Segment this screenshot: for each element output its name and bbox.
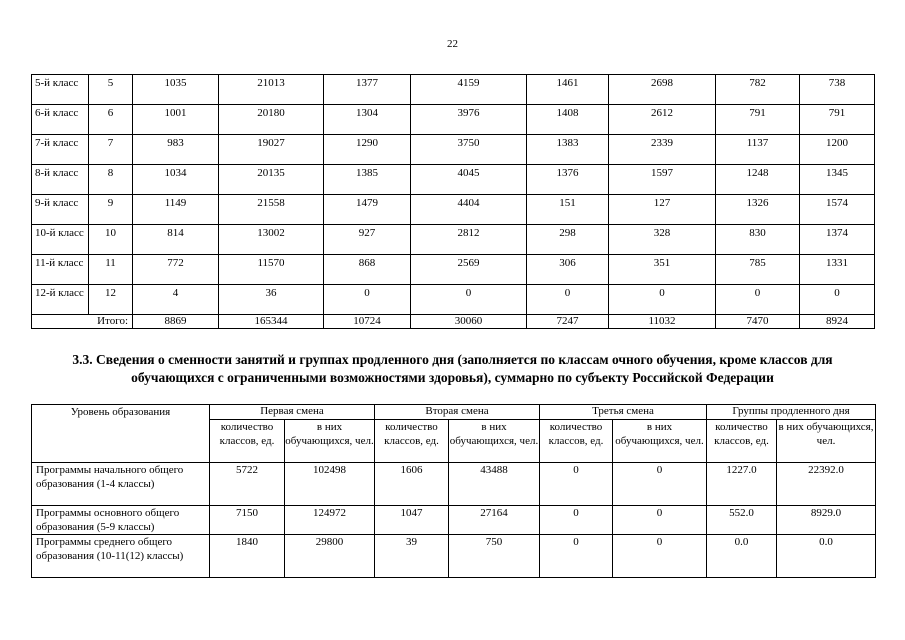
table-cell: 21558: [219, 195, 324, 225]
row-label: 10-й класс: [32, 225, 89, 255]
table-cell: 306: [527, 255, 609, 285]
table-cell: 1331: [800, 255, 875, 285]
table-cell: 1383: [527, 135, 609, 165]
table-cell: 1034: [133, 165, 219, 195]
table-cell: 782: [716, 75, 800, 105]
table-cell: 0: [540, 463, 613, 506]
table-row: [32, 135, 875, 165]
table-cell: 102498: [285, 463, 375, 506]
table-cell: 3976: [411, 105, 527, 135]
table-row: [32, 195, 875, 225]
table-cell: 3750: [411, 135, 527, 165]
table-cell: 151: [527, 195, 609, 225]
subheader-classes: количество классов, ед.: [210, 420, 285, 463]
table-cell: 0: [613, 535, 707, 578]
table-cell: 0: [609, 285, 716, 315]
table-cell: 4159: [411, 75, 527, 105]
table-cell: 791: [800, 105, 875, 135]
education-level-label: Программы основного общего образования (5-9 классы): [32, 506, 210, 535]
row-label: 8-й класс: [32, 165, 89, 195]
second-shift-header: Вторая смена: [375, 405, 540, 420]
table-row: [32, 105, 875, 135]
total-cell: 10724: [324, 315, 411, 329]
extended-day-header: Группы продленного дня: [707, 405, 876, 420]
table-cell: 0: [540, 535, 613, 578]
table-cell: 2612: [609, 105, 716, 135]
row-label: 6-й класс: [32, 105, 89, 135]
table-row: [32, 225, 875, 255]
row-label: 12-й класс: [32, 285, 89, 315]
table-row: [32, 285, 875, 315]
table-cell: 39: [375, 535, 449, 578]
total-label: Итого:: [32, 315, 133, 329]
table-cell: 750: [449, 535, 540, 578]
table-cell: 1574: [800, 195, 875, 225]
grade-number: 8: [89, 165, 133, 195]
table-cell: 124972: [285, 506, 375, 535]
table-cell: 0: [527, 285, 609, 315]
table-cell: 0: [613, 506, 707, 535]
row-label: 11-й класс: [32, 255, 89, 285]
table-cell: 814: [133, 225, 219, 255]
row-label: 5-й класс: [32, 75, 89, 105]
grade-number: 9: [89, 195, 133, 225]
section-title: 3.3. Сведения о сменности занятий и группах продленного дня (заполняется по классам очного обучения, кроме классов для обучающихся с ограниченными возможностями здоровья), суммарно по субъекту Российской Федерации: [72, 352, 833, 385]
table-row: [32, 165, 875, 195]
table-cell: 830: [716, 225, 800, 255]
level-header: Уровень образования: [32, 405, 210, 463]
total-row: [32, 315, 875, 329]
table-cell: 1597: [609, 165, 716, 195]
table-cell: 1479: [324, 195, 411, 225]
table-cell: 1326: [716, 195, 800, 225]
total-cell: 8924: [800, 315, 875, 329]
total-cell: 8869: [133, 315, 219, 329]
grade-statistics-table: [31, 74, 875, 329]
grade-number: 10: [89, 225, 133, 255]
subheader-classes: количество классов, ед.: [707, 420, 777, 463]
grade-number: 7: [89, 135, 133, 165]
table-cell: 11570: [219, 255, 324, 285]
table-cell: 1248: [716, 165, 800, 195]
table-cell: 0.0: [707, 535, 777, 578]
table-cell: 1290: [324, 135, 411, 165]
table-cell: 1385: [324, 165, 411, 195]
table-cell: 0: [613, 463, 707, 506]
first-shift-header: Первая смена: [210, 405, 375, 420]
table-cell: 983: [133, 135, 219, 165]
table-cell: 738: [800, 75, 875, 105]
table-cell: 1137: [716, 135, 800, 165]
table-cell: 868: [324, 255, 411, 285]
table-cell: 1047: [375, 506, 449, 535]
table-cell: 298: [527, 225, 609, 255]
table-cell: 1606: [375, 463, 449, 506]
total-cell: 165344: [219, 315, 324, 329]
table-cell: 20180: [219, 105, 324, 135]
table-row: [32, 463, 876, 506]
total-cell: 7247: [527, 315, 609, 329]
table-cell: 1035: [133, 75, 219, 105]
table-cell: 13002: [219, 225, 324, 255]
subheader-students: в них обучающихся, чел.: [285, 420, 375, 463]
subheader-students: в них обучающихся, чел.: [777, 420, 876, 463]
table-cell: 4404: [411, 195, 527, 225]
table-cell: 1408: [527, 105, 609, 135]
table-cell: 1345: [800, 165, 875, 195]
table-cell: 4045: [411, 165, 527, 195]
grade-number: 6: [89, 105, 133, 135]
grade-number: 5: [89, 75, 133, 105]
table-cell: 1304: [324, 105, 411, 135]
table-cell: 785: [716, 255, 800, 285]
table-cell: 1227.0: [707, 463, 777, 506]
table-cell: 0: [324, 285, 411, 315]
table-cell: 1376: [527, 165, 609, 195]
subheader-students: в них обучающихся, чел.: [613, 420, 707, 463]
subheader-classes: количество классов, ед.: [540, 420, 613, 463]
total-cell: 30060: [411, 315, 527, 329]
table-cell: 0: [716, 285, 800, 315]
table-cell: 127: [609, 195, 716, 225]
table-cell: 351: [609, 255, 716, 285]
table-cell: 20135: [219, 165, 324, 195]
table-cell: 2698: [609, 75, 716, 105]
shift-table: [31, 404, 876, 578]
table-cell: 1377: [324, 75, 411, 105]
table-cell: 0: [540, 506, 613, 535]
education-level-label: Программы среднего общего образования (10-11(12) классы): [32, 535, 210, 578]
table-cell: 19027: [219, 135, 324, 165]
table-cell: 8929.0: [777, 506, 876, 535]
grade-number: 11: [89, 255, 133, 285]
total-cell: 7470: [716, 315, 800, 329]
table-cell: 4: [133, 285, 219, 315]
table-cell: 1200: [800, 135, 875, 165]
table-cell: 5722: [210, 463, 285, 506]
education-level-label: Программы начального общего образования (1-4 классы): [32, 463, 210, 506]
table-cell: 328: [609, 225, 716, 255]
row-label: 9-й класс: [32, 195, 89, 225]
third-shift-header: Третья смена: [540, 405, 707, 420]
table-row: [32, 506, 876, 535]
table-cell: 36: [219, 285, 324, 315]
table-cell: 772: [133, 255, 219, 285]
table-cell: 2812: [411, 225, 527, 255]
table-cell: 1374: [800, 225, 875, 255]
table-cell: 29800: [285, 535, 375, 578]
table-cell: 2339: [609, 135, 716, 165]
table-cell: 791: [716, 105, 800, 135]
grade-number: 12: [89, 285, 133, 315]
table-row: [32, 535, 876, 578]
table-cell: 27164: [449, 506, 540, 535]
table-cell: 552.0: [707, 506, 777, 535]
table-cell: 1149: [133, 195, 219, 225]
table-cell: 43488: [449, 463, 540, 506]
table-row: [32, 75, 875, 105]
table-cell: 0: [800, 285, 875, 315]
table-cell: 1461: [527, 75, 609, 105]
table-cell: 0.0: [777, 535, 876, 578]
table-cell: 1840: [210, 535, 285, 578]
table-row: [32, 255, 875, 285]
page-number: 22: [447, 38, 458, 50]
table-cell: 7150: [210, 506, 285, 535]
subheader-students: в них обучающихся, чел.: [449, 420, 540, 463]
row-label: 7-й класс: [32, 135, 89, 165]
table-cell: 2569: [411, 255, 527, 285]
subheader-classes: количество классов, ед.: [375, 420, 449, 463]
table-cell: 1001: [133, 105, 219, 135]
table-cell: 927: [324, 225, 411, 255]
table-cell: 21013: [219, 75, 324, 105]
total-cell: 11032: [609, 315, 716, 329]
table-cell: 22392.0: [777, 463, 876, 506]
table-cell: 0: [411, 285, 527, 315]
